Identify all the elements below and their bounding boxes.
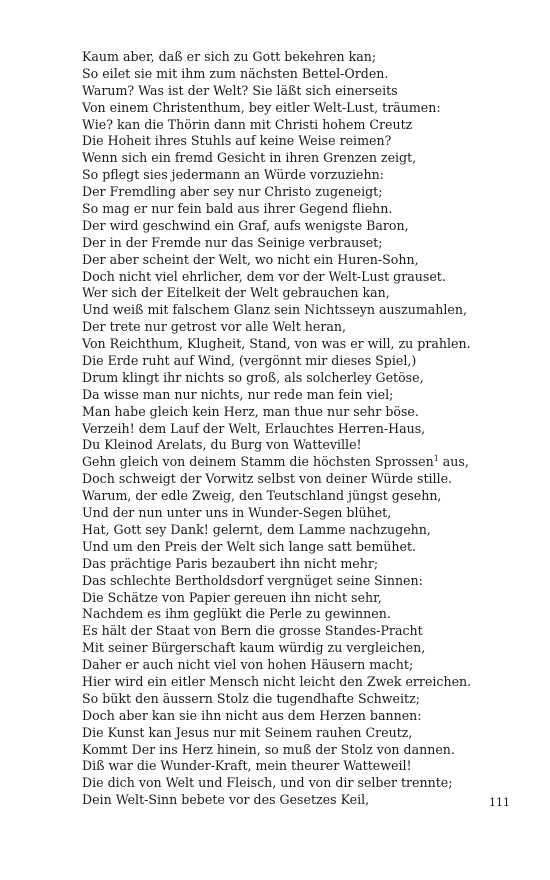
- footnote-marker[interactable]: 1: [433, 454, 439, 464]
- poem-line: So eilet sie mit ihm zum nächsten Bettel-Orden.: [82, 65, 389, 81]
- poem-line: Der Fremdling aber sey nur Christo zugeneigt;: [82, 184, 383, 200]
- poem-line: Du Kleinod Arelats, du Burg von Watteville!: [82, 437, 362, 453]
- poem-line: Und um den Preis der Welt sich lange satt bemühet.: [82, 538, 417, 554]
- poem-line: Die Schätze von Papier gereuen ihn nicht sehr,: [82, 589, 382, 605]
- poem-line: Die Kunst kan Jesus nur mit Seinem rauhen Creutz,: [82, 724, 413, 740]
- poem-line: Die Erde ruht auf Wind, (vergönnt mir dieses Spiel,): [82, 353, 417, 369]
- page-number: 111: [489, 796, 510, 809]
- poem-line: Kommt Der ins Herz hinein, so muß der Stolz von dannen.: [82, 741, 455, 757]
- poem-line: Die dich von Welt und Fleisch, und von dir selber trennte;: [82, 775, 453, 791]
- poem-line: Doch aber kan sie ihn nicht aus dem Herzen bannen:: [82, 707, 422, 723]
- poem-line: Das schlechte Bertholdsdorf vergnüget seine Sinnen:: [82, 572, 423, 588]
- poem-line: Drum klingt ihr nichts so groß, als solcherley Getöse,: [82, 369, 424, 385]
- poem-line-start: Gehn gleich von deinem Stamm die höchsten Sprossen: [82, 454, 434, 470]
- poem-line: Und weiß mit falschem Glanz sein Nichtsseyn auszumahlen,: [82, 302, 467, 318]
- poem-line: Doch schweigt der Vorwitz selbst von deiner Würde stille.: [82, 471, 453, 487]
- poem-line: Der in der Fremde nur das Seinige verbrauset;: [82, 234, 383, 250]
- poem-line: Kaum aber, daß er sich zu Gott bekehren kan;: [82, 49, 377, 64]
- poem-line: Wenn sich ein fremd Gesicht in ihren Grenzen zeigt,: [82, 150, 417, 166]
- poem-line: Hier wird ein eitler Mensch nicht leicht den Zwek erreichen.: [82, 673, 472, 689]
- poem-line: Der wird geschwind ein Graf, aufs wenigste Baron,: [82, 217, 409, 233]
- poem-line: Diß war die Wunder-Kraft, mein theurer Watteweil!: [82, 758, 412, 774]
- poem-line: Es hält der Staat von Bern die grosse Standes-Pracht: [82, 623, 423, 639]
- poem-line: Man habe gleich kein Herz, man thue nur sehr böse.: [82, 403, 419, 419]
- poem-line: Das prächtige Paris bezaubert ihn nicht mehr;: [82, 555, 379, 571]
- poem-line: Verzeih! dem Lauf der Welt, Erlauchtes Herren-Haus,: [82, 420, 426, 436]
- poem-line: Warum? Was ist der Welt? Sie läßt sich einerseits: [82, 82, 398, 98]
- poem-line: Wie? kan die Thörin dann mit Christi hohem Creutz: [82, 116, 413, 132]
- poem-line: Hat, Gott sey Dank! gelernt, dem Lamme nachzugehn,: [82, 521, 431, 537]
- poem-line: Warum, der edle Zweig, den Teutschland jüngst gesehn,: [82, 488, 442, 504]
- poem-line: Die Hoheit ihres Stuhls auf keine Weise reimen?: [82, 133, 392, 149]
- poem-text: [82, 49, 522, 809]
- poem-line: Der trete nur getrost vor alle Welt heran,: [82, 319, 346, 335]
- poem-line: Daher er auch nicht viel von hohen Häusern macht;: [82, 657, 414, 673]
- poem-line: Der aber scheint der Welt, wo nicht ein Huren-Sohn,: [82, 251, 419, 267]
- poem-line: Da wisse man nur nichts, nur rede man fein viel;: [82, 386, 394, 402]
- poem-line: So mag er nur fein bald aus ihrer Gegend fliehn.: [82, 201, 393, 217]
- poem-line: Doch nicht viel ehrlicher, dem vor der Welt-Lust grauset.: [82, 268, 446, 284]
- poem-line: Und der nun unter uns in Wunder-Segen blühet,: [82, 505, 392, 521]
- poem-line-with-footnote: [82, 454, 522, 471]
- poem-line: So pflegt sies jedermann an Würde vorzuziehn:: [82, 167, 384, 183]
- poem-line-end: aus,: [438, 454, 469, 470]
- poem-line: Nachdem es ihm geglükt die Perle zu gewinnen.: [82, 606, 391, 622]
- poem-line: Von einem Christenthum, bey eitler Welt-Lust, träumen:: [82, 99, 441, 115]
- poem-line: Mit seiner Bürgerschaft kaum würdig zu vergleichen,: [82, 640, 426, 656]
- poem-line: Dein Welt-Sinn bebete vor des Gesetzes Keil,: [82, 792, 370, 808]
- poem-line: So bükt den äussern Stolz die tugendhafte Schweitz;: [82, 690, 420, 706]
- poem-line: Wer sich der Eitelkeit der Welt gebrauchen kan,: [82, 285, 390, 301]
- poem-line: Von Reichthum, Klugheit, Stand, von was er will, zu prahlen.: [82, 336, 471, 352]
